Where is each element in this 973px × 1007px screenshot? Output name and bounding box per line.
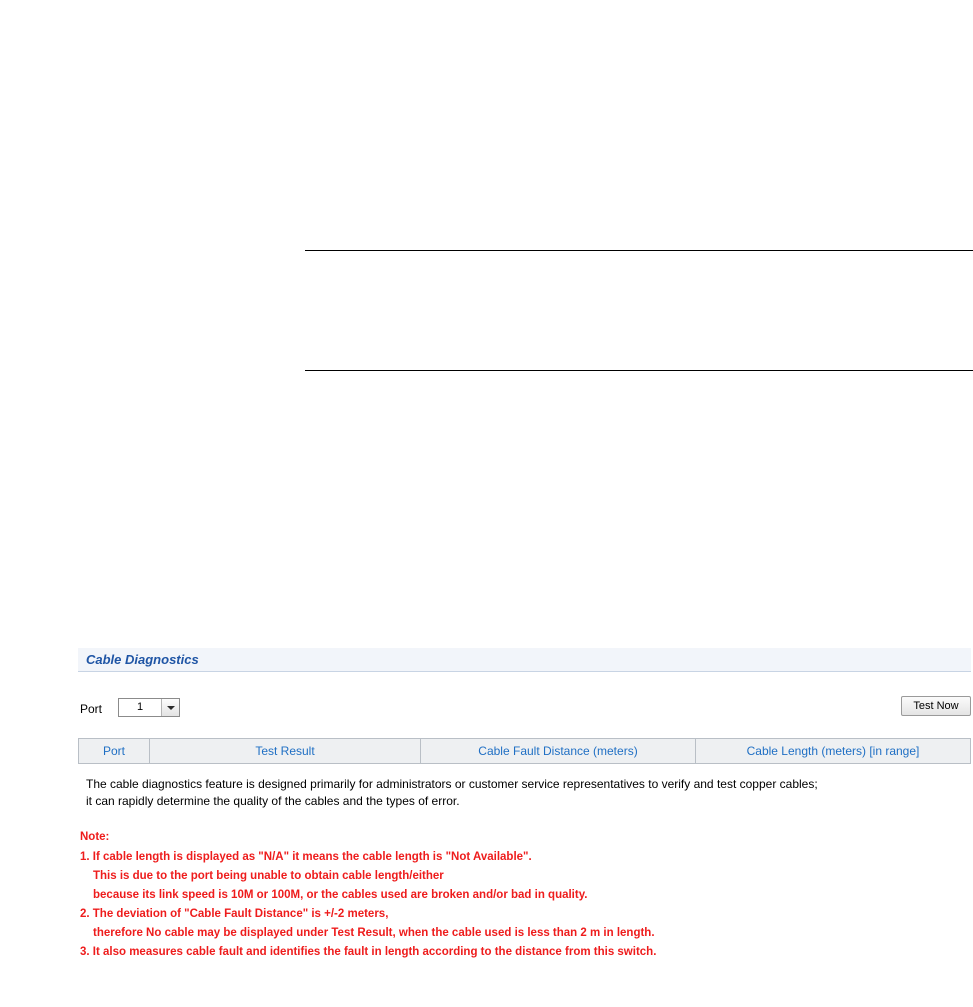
port-label: Port bbox=[80, 702, 103, 716]
port-select[interactable] bbox=[118, 698, 180, 717]
port-selection-row bbox=[78, 696, 971, 734]
cable-diagnostics-table bbox=[78, 738, 971, 764]
notes-heading: Note: bbox=[80, 831, 110, 843]
note-item: This is due to the port being unable to obtain cable length/either bbox=[93, 870, 444, 882]
column-header-test-result: Test Result bbox=[150, 739, 421, 764]
panel-header bbox=[78, 648, 971, 672]
test-now-button[interactable]: Test Now bbox=[901, 696, 971, 716]
description-line-1: The cable diagnostics feature is designed primarily for administrators or customer service representatives to verify and test copper cables; bbox=[86, 777, 818, 791]
page-title: Cable Diagnostics bbox=[86, 652, 199, 667]
column-header-port: Port bbox=[79, 739, 150, 764]
cable-diagnostics-panel bbox=[78, 648, 971, 962]
notes-block bbox=[80, 828, 971, 962]
note-item: 3. It also measures cable fault and identifies the fault in length according to the distance from this switch. bbox=[80, 946, 657, 958]
page-divider-bottom bbox=[305, 370, 973, 371]
note-item: 1. If cable length is displayed as "N/A" it means the cable length is "Not Available". bbox=[80, 851, 532, 863]
chevron-down-icon[interactable] bbox=[161, 699, 179, 716]
port-select-value: 1 bbox=[136, 701, 144, 713]
feature-description bbox=[86, 776, 971, 810]
column-header-cable-length: Cable Length (meters) [in range] bbox=[696, 739, 971, 764]
description-line-2: it can rapidly determine the quality of the cables and the types of error. bbox=[86, 794, 460, 808]
note-item: therefore No cable may be displayed under Test Result, when the cable used is less than 2 m in length. bbox=[93, 927, 655, 939]
column-header-cable-fault-distance: Cable Fault Distance (meters) bbox=[421, 739, 696, 764]
page-divider-top bbox=[305, 250, 973, 251]
note-item: 2. The deviation of "Cable Fault Distance" is +/-2 meters, bbox=[80, 908, 389, 920]
table-header-row bbox=[79, 739, 971, 764]
note-item: because its link speed is 10M or 100M, or the cables used are broken and/or bad in quality. bbox=[93, 889, 588, 901]
